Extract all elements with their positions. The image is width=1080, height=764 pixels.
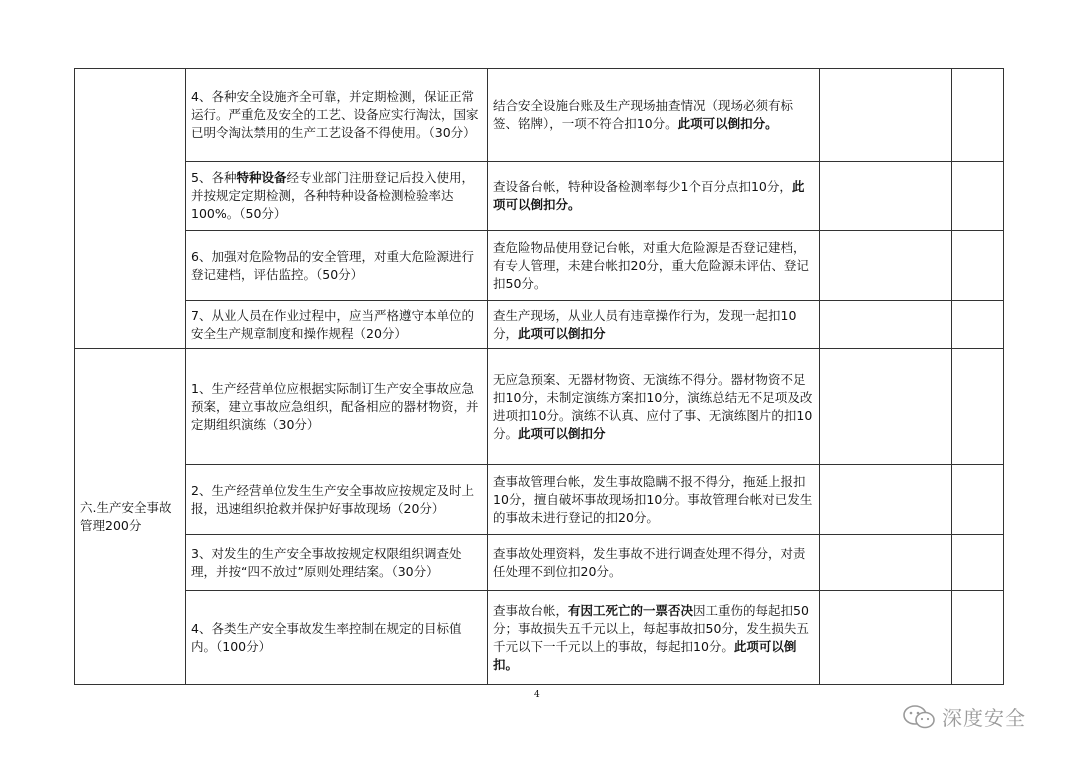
item-cell: 1、生产经营单位应根据实际制订生产安全事故应急预案，建立事故应急组织，配备相应的器材物资，并定期组织演练（30分） (186, 349, 488, 465)
item-cell: 5、各种特种设备经专业部门注册登记后投入使用，并按规定定期检测，各种特种设备检测检验率达100%。（50分） (186, 162, 488, 231)
standard-cell: 查设备台帐，特种设备检测率每少1个百分点扣10分，此项可以倒扣分。 (488, 162, 820, 231)
item-cell: 3、对发生的生产安全事故按规定权限组织调查处理，并按“四不放过”原则处理结案。（30分） (186, 535, 488, 591)
item-cell: 4、各种安全设施齐全可靠，并定期检测，保证正常运行。严重危及安全的工艺、设备应实行淘汰，国家已明令淘汰禁用的生产工艺设备不得使用。（30分） (186, 69, 488, 162)
wechat-icon (902, 704, 936, 730)
table-row (75, 231, 1004, 301)
watermark (902, 702, 1026, 731)
remark-cell (952, 162, 1004, 231)
score-cell (820, 591, 952, 685)
standard-cell: 查事故管理台帐，发生事故隐瞒不报不得分，拖延上报扣10分，擅自破坏事故现场扣10分。事故管理台帐对已发生的事故未进行登记的扣20分。 (488, 465, 820, 535)
table-row (75, 301, 1004, 349)
table-row (75, 349, 1004, 465)
score-cell (820, 465, 952, 535)
section-cell-6: 六.生产安全事故管理200分 (75, 349, 186, 685)
item-cell: 4、各类生产安全事故发生率控制在规定的目标值内。（100分） (186, 591, 488, 685)
table-row (75, 591, 1004, 685)
table-row (75, 465, 1004, 535)
remark-cell (952, 349, 1004, 465)
score-cell (820, 349, 952, 465)
remark-cell (952, 231, 1004, 301)
item-cell: 2、生产经营单位发生生产安全事故应按规定及时上报，迅速组织抢救并保护好事故现场（20分） (186, 465, 488, 535)
standard-cell: 结合安全设施台账及生产现场抽查情况（现场必须有标签、铭牌），一项不符合扣10分。此项可以倒扣分。 (488, 69, 820, 162)
standard-cell: 查生产现场，从业人员有违章操作行为，发现一起扣10分，此项可以倒扣分 (488, 301, 820, 349)
score-cell (820, 231, 952, 301)
table-row (75, 69, 1004, 162)
item-cell: 6、加强对危险物品的安全管理，对重大危险源进行登记建档，评估监控。（50分） (186, 231, 488, 301)
item-cell: 7、从业人员在作业过程中，应当严格遵守本单位的安全生产规章制度和操作规程（20分） (186, 301, 488, 349)
score-cell (820, 162, 952, 231)
standard-cell: 查事故处理资料，发生事故不进行调查处理不得分，对责任处理不到位扣20分。 (488, 535, 820, 591)
section-cell-5 (75, 69, 186, 349)
remark-cell (952, 591, 1004, 685)
page-number: 4 (534, 690, 540, 700)
standard-cell: 无应急预案、无器材物资、无演练不得分。器材物资不足扣10分，未制定演练方案扣10分，演练总结无不足项及改进项扣10分。演练不认真、应付了事、无演练图片的扣10分。此项可以倒扣分 (488, 349, 820, 465)
score-cell (820, 301, 952, 349)
remark-cell (952, 465, 1004, 535)
evaluation-table (74, 68, 1004, 685)
score-cell (820, 535, 952, 591)
table-row (75, 535, 1004, 591)
score-cell (820, 69, 952, 162)
table-row (75, 162, 1004, 231)
remark-cell (952, 301, 1004, 349)
remark-cell (952, 535, 1004, 591)
standard-cell: 查危险物品使用登记台帐，对重大危险源是否登记建档，有专人管理，未建台帐扣20分，重大危险源未评估、登记扣50分。 (488, 231, 820, 301)
remark-cell (952, 69, 1004, 162)
standard-cell: 查事故台帐，有因工死亡的一票否决因工重伤的每起扣50分；事故损失五千元以上，每起事故扣50分，发生损失五千元以下一千元以上的事故，每起扣10分。此项可以倒扣。 (488, 591, 820, 685)
watermark-text: 深度安全 (942, 706, 1026, 730)
